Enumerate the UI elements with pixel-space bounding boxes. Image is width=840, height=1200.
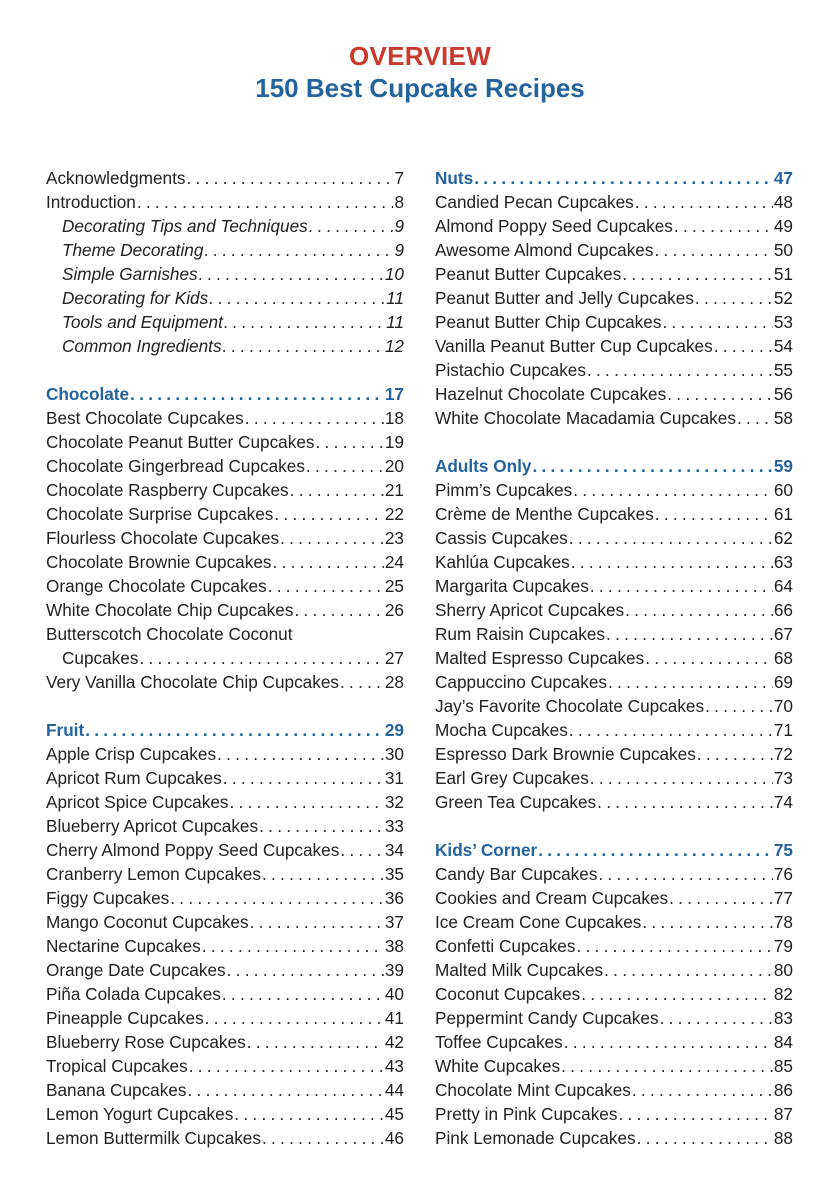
toc-recipe-entry[interactable]: Pretty in Pink Cupcakes . . . 87 <box>435 1102 793 1126</box>
dot-leader <box>187 1078 383 1102</box>
dot-leader <box>85 718 384 742</box>
dot-leader <box>655 502 773 526</box>
dot-leader <box>280 526 384 550</box>
toc-recipe-entry[interactable]: Pink Lemonade Cupcakes . . . 88 <box>435 1126 793 1150</box>
dot-leader <box>204 238 393 262</box>
dot-leader <box>606 622 773 646</box>
dot-leader <box>705 694 773 718</box>
toc-entry-acknowledgments[interactable]: Acknowledgments . . . 7 <box>46 166 404 190</box>
section-heading-nuts[interactable]: Nuts . . . 47 <box>435 166 793 190</box>
toc-recipe-entry[interactable]: Chocolate Raspberry Cupcakes . . . 21 <box>46 478 404 502</box>
toc-recipe-entry[interactable]: Candy Bar Cupcakes . . . 76 <box>435 862 793 886</box>
toc-recipe-entry[interactable]: Jay’s Favorite Chocolate Cupcakes . . . 70 <box>435 694 793 718</box>
dot-leader <box>654 238 772 262</box>
dot-leader <box>737 406 773 430</box>
toc-recipe-entry[interactable]: Lemon Buttermilk Cupcakes . . . 46 <box>46 1126 404 1150</box>
dot-leader <box>625 598 773 622</box>
toc-recipe-entry[interactable]: Peppermint Candy Cupcakes . . . 83 <box>435 1006 793 1030</box>
dot-leader <box>637 1126 773 1150</box>
section-heading-adults-only[interactable]: Adults Only . . . 59 <box>435 454 793 478</box>
toc-recipe-entry[interactable]: White Chocolate Macadamia Cupcakes . . . 58 <box>435 406 793 430</box>
toc-recipe-entry[interactable]: Hazelnut Chocolate Cupcakes . . . 56 <box>435 382 793 406</box>
dot-leader <box>250 910 384 934</box>
toc-recipe-entry[interactable]: Crème de Menthe Cupcakes . . . 61 <box>435 502 793 526</box>
toc-recipe-entry[interactable]: Pistachio Cupcakes . . . 55 <box>435 358 793 382</box>
toc-recipe-entry[interactable]: Mango Coconut Cupcakes . . . 37 <box>46 910 404 934</box>
toc-left-column <box>46 166 404 1150</box>
dot-leader <box>222 982 384 1006</box>
toc-recipe-entry[interactable]: Vanilla Peanut Butter Cup Cupcakes . . . 54 <box>435 334 793 358</box>
toc-recipe-entry[interactable]: Ice Cream Cone Cupcakes . . . 78 <box>435 910 793 934</box>
toc-recipe-entry[interactable]: Chocolate Mint Cupcakes . . . 86 <box>435 1078 793 1102</box>
section-gap <box>46 694 404 718</box>
dot-leader <box>227 958 384 982</box>
toc-recipe-entry[interactable]: Espresso Dark Brownie Cupcakes . . . 72 <box>435 742 793 766</box>
dot-leader <box>571 550 773 574</box>
toc-recipe-entry[interactable]: Lemon Yogurt Cupcakes . . . 45 <box>46 1102 404 1126</box>
dot-leader <box>538 838 773 862</box>
dot-leader <box>622 262 773 286</box>
toc-recipe-entry[interactable]: Almond Poppy Seed Cupcakes . . . 49 <box>435 214 793 238</box>
toc-subentry[interactable]: Decorating Tips and Techniques . . . 9 <box>46 214 404 238</box>
dot-leader <box>695 286 773 310</box>
dot-leader <box>234 1102 384 1126</box>
toc-recipe-entry[interactable]: Chocolate Surprise Cupcakes . . . 22 <box>46 502 404 526</box>
dot-leader <box>642 910 773 934</box>
dot-leader <box>662 310 772 334</box>
toc-recipe-entry[interactable]: Apricot Spice Cupcakes . . . 32 <box>46 790 404 814</box>
dot-leader <box>618 1102 772 1126</box>
toc-subentry[interactable]: Theme Decorating . . . 9 <box>46 238 404 262</box>
dot-leader <box>217 742 384 766</box>
toc-recipe-entry[interactable]: Peanut Butter Chip Cupcakes . . . 53 <box>435 310 793 334</box>
dot-leader <box>598 862 772 886</box>
toc-recipe-entry[interactable]: Malted Espresso Cupcakes . . . 68 <box>435 646 793 670</box>
section-heading-fruit[interactable]: Fruit . . . 29 <box>46 718 404 742</box>
toc-recipe-entry[interactable]: Blueberry Apricot Cupcakes . . . 33 <box>46 814 404 838</box>
dot-leader <box>130 382 384 406</box>
dot-leader <box>590 574 773 598</box>
toc-recipe-entry[interactable]: Orange Chocolate Cupcakes . . . 25 <box>46 574 404 598</box>
section-heading-kids-corner[interactable]: Kids’ Corner . . . 75 <box>435 838 793 862</box>
toc-recipe-entry[interactable]: Earl Grey Cupcakes . . . 73 <box>435 766 793 790</box>
toc-recipe-entry[interactable]: Pineapple Cupcakes . . . 41 <box>46 1006 404 1030</box>
dot-leader <box>245 406 384 430</box>
toc-recipe-entry[interactable]: Peanut Butter and Jelly Cupcakes . . . 52 <box>435 286 793 310</box>
toc-recipe-entry[interactable]: Candied Pecan Cupcakes . . . 48 <box>435 190 793 214</box>
dot-leader <box>581 982 773 1006</box>
toc-recipe-entry[interactable]: Chocolate Brownie Cupcakes . . . 24 <box>46 550 404 574</box>
dot-leader <box>209 286 385 310</box>
toc-subentry[interactable]: Tools and Equipment . . . 11 <box>46 310 404 334</box>
toc-recipe-entry[interactable]: Apricot Rum Cupcakes . . . 31 <box>46 766 404 790</box>
dot-leader <box>590 766 773 790</box>
toc-recipe-entry[interactable]: Nectarine Cupcakes . . . 38 <box>46 934 404 958</box>
dot-leader <box>199 262 384 286</box>
dot-leader <box>604 958 773 982</box>
toc-recipe-entry-wrapped-line2[interactable]: Cupcakes . . . 27 <box>46 646 404 670</box>
section-gap <box>435 430 793 454</box>
dot-leader <box>669 886 773 910</box>
dot-leader <box>667 382 773 406</box>
toc-recipe-entry[interactable]: Peanut Butter Cupcakes . . . 51 <box>435 262 793 286</box>
dot-leader <box>340 670 384 694</box>
dot-leader <box>268 574 384 598</box>
dot-leader <box>259 814 384 838</box>
toc-recipe-entry[interactable]: Apple Crisp Cupcakes . . . 30 <box>46 742 404 766</box>
dot-leader <box>202 934 384 958</box>
toc-recipe-entry[interactable]: Chocolate Peanut Butter Cupcakes . . . 19 <box>46 430 404 454</box>
dot-leader <box>587 358 773 382</box>
dot-leader <box>223 766 384 790</box>
toc-recipe-entry[interactable]: Kahlúa Cupcakes . . . 63 <box>435 550 793 574</box>
dot-leader <box>561 1054 773 1078</box>
dot-leader <box>315 430 383 454</box>
toc-recipe-entry[interactable]: Best Chocolate Cupcakes . . . 18 <box>46 406 404 430</box>
dot-leader <box>564 1030 773 1054</box>
toc-recipe-entry[interactable]: Rum Raisin Cupcakes . . . 67 <box>435 622 793 646</box>
toc-recipe-entry[interactable]: Confetti Cupcakes . . . 79 <box>435 934 793 958</box>
toc-right-column <box>435 166 793 1150</box>
dot-leader <box>247 1030 384 1054</box>
dot-leader <box>170 886 384 910</box>
toc-recipe-entry[interactable]: Green Tea Cupcakes . . . 74 <box>435 790 793 814</box>
dot-leader <box>224 310 385 334</box>
dot-leader <box>294 598 383 622</box>
dot-leader <box>576 934 772 958</box>
dot-leader <box>137 190 394 214</box>
section-heading-chocolate[interactable]: Chocolate . . . 17 <box>46 382 404 406</box>
toc-recipe-entry[interactable]: Tropical Cupcakes . . . 43 <box>46 1054 404 1078</box>
dot-leader <box>205 1006 384 1030</box>
toc-recipe-entry[interactable]: Margarita Cupcakes . . . 64 <box>435 574 793 598</box>
dot-leader <box>340 838 384 862</box>
toc-recipe-entry[interactable]: Cappuccino Cupcakes . . . 69 <box>435 670 793 694</box>
toc-recipe-entry[interactable]: Blueberry Rose Cupcakes . . . 42 <box>46 1030 404 1054</box>
toc-subentry[interactable]: Common Ingredients . . . 12 <box>46 334 404 358</box>
toc-recipe-entry-wrapped-line1[interactable]: Butterscotch Chocolate Coconut <box>46 624 293 644</box>
dot-leader <box>274 502 384 526</box>
dot-leader <box>309 214 394 238</box>
dot-leader <box>139 646 383 670</box>
toc-recipe-entry[interactable]: Cherry Almond Poppy Seed Cupcakes . . . 34 <box>46 838 404 862</box>
dot-leader <box>632 1078 773 1102</box>
dot-leader <box>262 862 384 886</box>
dot-leader <box>306 454 384 478</box>
toc-recipe-entry[interactable]: Piña Colada Cupcakes . . . 40 <box>46 982 404 1006</box>
dot-leader <box>569 526 773 550</box>
toc-recipe-entry[interactable]: Flourless Chocolate Cupcakes . . . 23 <box>46 526 404 550</box>
dot-leader <box>290 478 384 502</box>
toc-recipe-entry[interactable]: Very Vanilla Chocolate Chip Cupcakes . . . 28 <box>46 670 404 694</box>
dot-leader <box>272 550 383 574</box>
toc-recipe-entry[interactable]: Toffee Cupcakes . . . 84 <box>435 1030 793 1054</box>
dot-leader <box>532 454 772 478</box>
dot-leader <box>660 1006 773 1030</box>
dot-leader <box>189 1054 384 1078</box>
toc-recipe-entry[interactable]: Awesome Almond Cupcakes . . . 50 <box>435 238 793 262</box>
dot-leader <box>608 670 773 694</box>
dot-leader <box>186 166 393 190</box>
book-title: 150 Best Cupcake Recipes <box>255 73 585 103</box>
section-gap <box>435 814 793 838</box>
dot-leader <box>569 718 773 742</box>
toc-recipe-entry[interactable]: Pimm’s Cupcakes . . . 60 <box>435 478 793 502</box>
toc-subentry[interactable]: Decorating for Kids . . . 11 <box>46 286 404 310</box>
dot-leader <box>597 790 773 814</box>
dot-leader <box>674 214 773 238</box>
toc-recipe-entry[interactable]: Coconut Cupcakes . . . 82 <box>435 982 793 1006</box>
toc-recipe-entry[interactable]: Orange Date Cupcakes . . . 39 <box>46 958 404 982</box>
toc-entry-introduction[interactable]: Introduction . . . 8 <box>46 190 404 214</box>
dot-leader <box>697 742 773 766</box>
toc-recipe-entry[interactable]: Cookies and Cream Cupcakes . . . 77 <box>435 886 793 910</box>
dot-leader <box>229 790 383 814</box>
dot-leader <box>474 166 773 190</box>
page-header <box>0 40 840 104</box>
toc-recipe-entry[interactable]: Banana Cupcakes . . . 44 <box>46 1078 404 1102</box>
section-gap <box>46 358 404 382</box>
toc-recipe-entry[interactable]: Chocolate Gingerbread Cupcakes . . . 20 <box>46 454 404 478</box>
dot-leader <box>262 1126 384 1150</box>
toc-recipe-entry[interactable]: Sherry Apricot Cupcakes . . . 66 <box>435 598 793 622</box>
toc-recipe-entry[interactable]: Mocha Cupcakes . . . 71 <box>435 718 793 742</box>
toc-recipe-entry[interactable]: White Chocolate Chip Cupcakes . . . 26 <box>46 598 404 622</box>
toc-recipe-entry[interactable]: White Cupcakes . . . 85 <box>435 1054 793 1078</box>
toc-recipe-entry[interactable]: Malted Milk Cupcakes . . . 80 <box>435 958 793 982</box>
dot-leader <box>573 478 773 502</box>
dot-leader <box>714 334 773 358</box>
dot-leader <box>223 334 384 358</box>
toc-recipe-entry[interactable]: Cranberry Lemon Cupcakes . . . 35 <box>46 862 404 886</box>
overline-heading: OVERVIEW <box>348 41 492 71</box>
toc-recipe-entry[interactable]: Cassis Cupcakes . . . 62 <box>435 526 793 550</box>
dot-leader <box>635 190 773 214</box>
dot-leader <box>645 646 773 670</box>
toc-subentry[interactable]: Simple Garnishes . . . 10 <box>46 262 404 286</box>
toc-recipe-entry[interactable]: Figgy Cupcakes . . . 36 <box>46 886 404 910</box>
